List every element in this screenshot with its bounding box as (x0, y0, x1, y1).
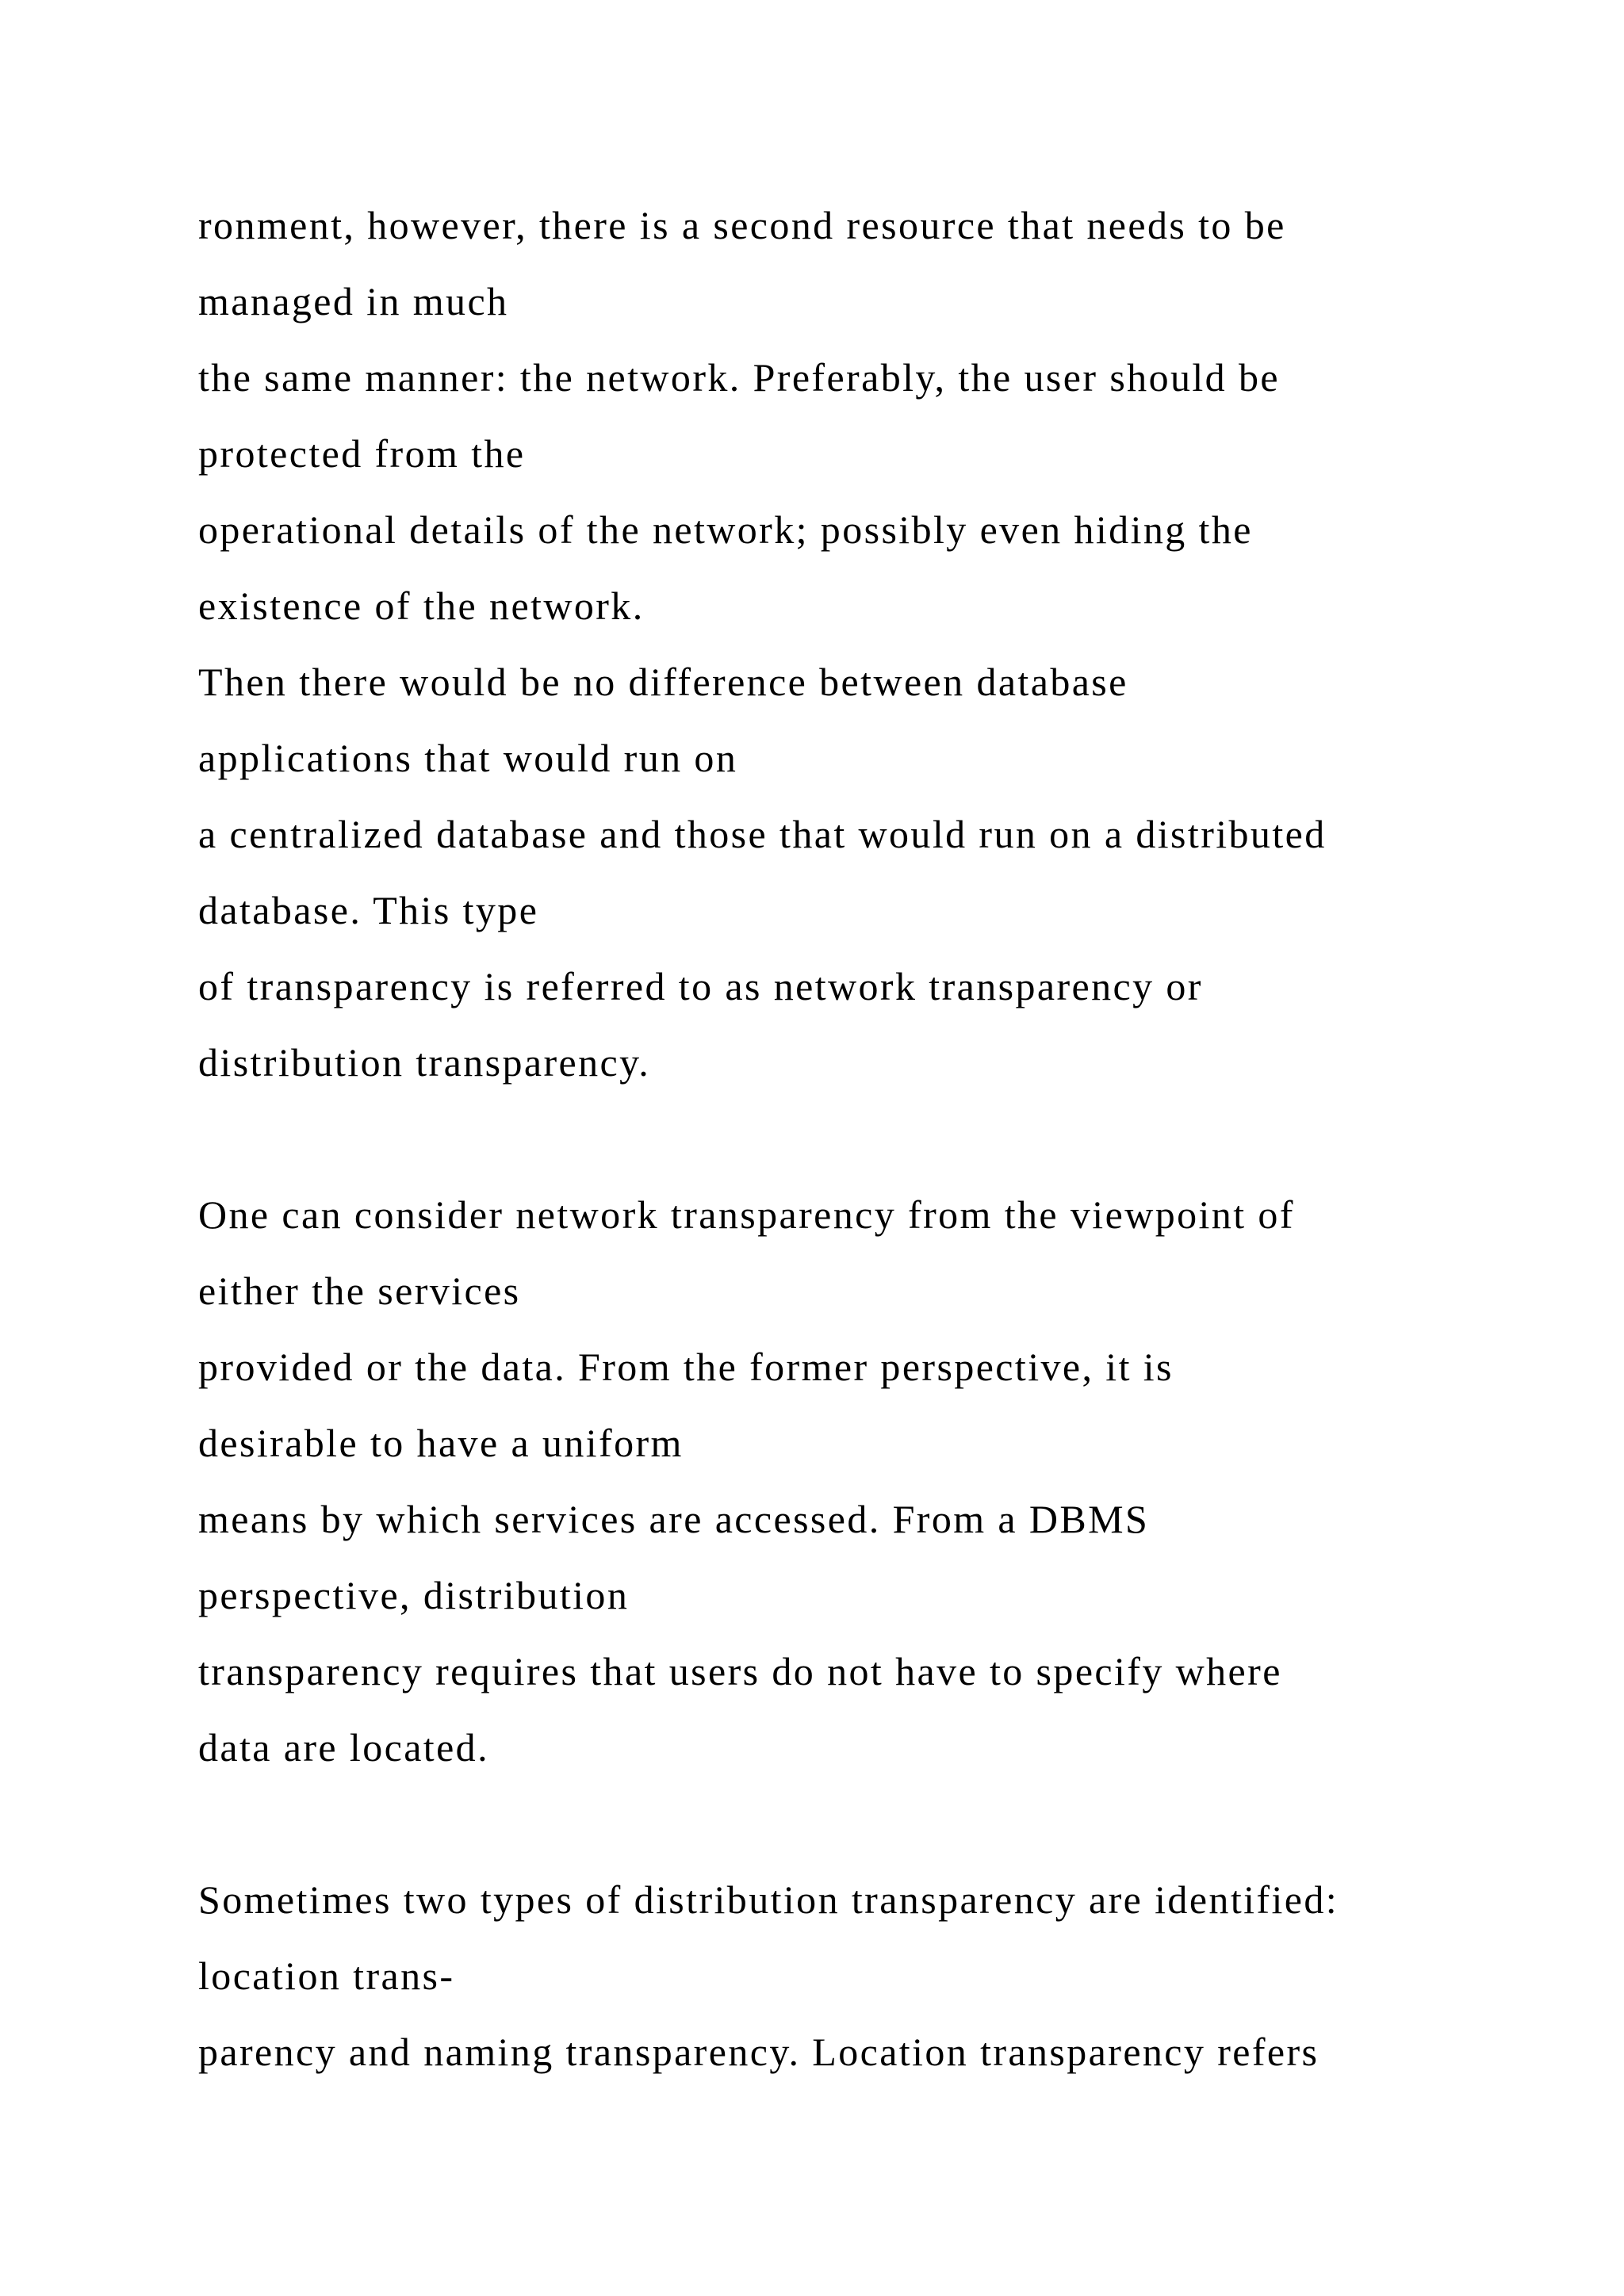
text-line: a centralized database and those that would run on a distributed (198, 812, 1327, 856)
text-line: either the services (198, 1269, 521, 1313)
text-line: One can consider network transparency from the viewpoint of (198, 1192, 1295, 1237)
paragraph-gap (198, 1785, 1610, 1862)
text-line: of transparency is referred to as network transparency or (198, 964, 1203, 1008)
text-line: the same manner: the network. Preferably, the user should be (198, 355, 1280, 400)
text-line: data are located. (198, 1725, 489, 1770)
text-line: distribution transparency. (198, 1040, 651, 1085)
text-line: perspective, distribution (198, 1573, 630, 1617)
text-line: managed in much (198, 279, 509, 323)
text-line: database. This type (198, 888, 539, 932)
paragraph (198, 1862, 1610, 2090)
text-line: transparency requires that users do not have to specify where (198, 1649, 1282, 1693)
document-text (198, 187, 1610, 2090)
paragraph (198, 1177, 1610, 1785)
text-line: parency and naming transparency. Location transparency refers (198, 2030, 1320, 2074)
paragraph-gap (198, 1100, 1610, 1177)
text-line: provided or the data. From the former perspective, it is (198, 1345, 1174, 1389)
text-line: operational details of the network; possibly even hiding the (198, 507, 1253, 552)
text-line: applications that would run on (198, 736, 738, 780)
text-line: means by which services are accessed. From a DBMS (198, 1497, 1150, 1541)
text-line: Then there would be no difference between database (198, 660, 1128, 704)
text-line: desirable to have a uniform (198, 1421, 684, 1465)
text-line: location trans- (198, 1954, 455, 1998)
text-line: protected from the (198, 431, 526, 476)
text-line: Sometimes two types of distribution transparency are identified: (198, 1877, 1339, 1922)
text-line: existence of the network. (198, 584, 645, 628)
text-line: ronment, however, there is a second resource that needs to be (198, 203, 1286, 247)
paragraph (198, 187, 1610, 1100)
